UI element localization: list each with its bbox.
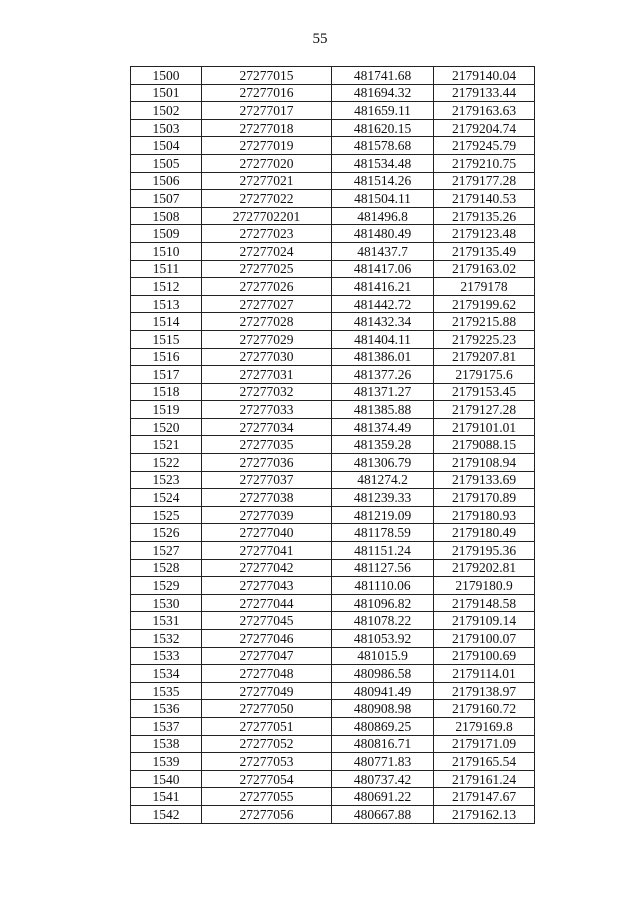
y-coordinate-cell: 2179100.07 <box>434 630 535 648</box>
table-row <box>131 506 535 524</box>
y-coordinate-cell: 2179101.01 <box>434 418 535 436</box>
point-number-cell: 1533 <box>131 647 202 665</box>
y-coordinate-cell: 2179169.8 <box>434 717 535 735</box>
table-row <box>131 119 535 137</box>
point-number-cell: 1510 <box>131 242 202 260</box>
y-coordinate-cell: 2179161.24 <box>434 770 535 788</box>
point-id-cell: 27277015 <box>202 67 332 85</box>
point-id-cell: 27277026 <box>202 278 332 296</box>
x-coordinate-cell: 481578.68 <box>332 137 434 155</box>
point-number-cell: 1512 <box>131 278 202 296</box>
table-row <box>131 207 535 225</box>
table-row <box>131 805 535 823</box>
point-id-cell: 27277029 <box>202 330 332 348</box>
y-coordinate-cell: 2179175.6 <box>434 366 535 384</box>
x-coordinate-cell: 481620.15 <box>332 119 434 137</box>
point-number-cell: 1536 <box>131 700 202 718</box>
point-number-cell: 1507 <box>131 190 202 208</box>
point-number-cell: 1520 <box>131 418 202 436</box>
y-coordinate-cell: 2179140.53 <box>434 190 535 208</box>
table-row <box>131 366 535 384</box>
x-coordinate-cell: 481015.9 <box>332 647 434 665</box>
table-row <box>131 647 535 665</box>
point-id-cell: 27277045 <box>202 612 332 630</box>
x-coordinate-cell: 481377.26 <box>332 366 434 384</box>
point-number-cell: 1509 <box>131 225 202 243</box>
point-id-cell: 27277038 <box>202 489 332 507</box>
x-coordinate-cell: 481514.26 <box>332 172 434 190</box>
y-coordinate-cell: 2179207.81 <box>434 348 535 366</box>
point-id-cell: 27277051 <box>202 717 332 735</box>
point-id-cell: 27277019 <box>202 137 332 155</box>
table-row <box>131 542 535 560</box>
point-number-cell: 1506 <box>131 172 202 190</box>
x-coordinate-cell: 480908.98 <box>332 700 434 718</box>
point-number-cell: 1537 <box>131 717 202 735</box>
x-coordinate-cell: 481437.7 <box>332 242 434 260</box>
x-coordinate-cell: 481239.33 <box>332 489 434 507</box>
point-number-cell: 1503 <box>131 119 202 137</box>
table-row <box>131 559 535 577</box>
table-row <box>131 577 535 595</box>
table-row <box>131 330 535 348</box>
y-coordinate-cell: 2179204.74 <box>434 119 535 137</box>
point-number-cell: 1525 <box>131 506 202 524</box>
x-coordinate-cell: 481096.82 <box>332 594 434 612</box>
y-coordinate-cell: 2179245.79 <box>434 137 535 155</box>
x-coordinate-cell: 480771.83 <box>332 753 434 771</box>
y-coordinate-cell: 2179135.26 <box>434 207 535 225</box>
table-row <box>131 735 535 753</box>
y-coordinate-cell: 2179088.15 <box>434 436 535 454</box>
point-number-cell: 1529 <box>131 577 202 595</box>
x-coordinate-cell: 480667.88 <box>332 805 434 823</box>
table-row <box>131 172 535 190</box>
table-row <box>131 348 535 366</box>
table-row <box>131 717 535 735</box>
y-coordinate-cell: 2179180.49 <box>434 524 535 542</box>
x-coordinate-cell: 481386.01 <box>332 348 434 366</box>
y-coordinate-cell: 2179165.54 <box>434 753 535 771</box>
point-id-cell: 27277016 <box>202 84 332 102</box>
table-row <box>131 436 535 454</box>
point-id-cell: 27277043 <box>202 577 332 595</box>
point-id-cell: 27277018 <box>202 119 332 137</box>
point-number-cell: 1508 <box>131 207 202 225</box>
point-id-cell: 27277035 <box>202 436 332 454</box>
y-coordinate-cell: 2179163.02 <box>434 260 535 278</box>
table-row <box>131 788 535 806</box>
table-row <box>131 154 535 172</box>
table-row <box>131 682 535 700</box>
point-id-cell: 27277055 <box>202 788 332 806</box>
point-number-cell: 1501 <box>131 84 202 102</box>
x-coordinate-cell: 481694.32 <box>332 84 434 102</box>
x-coordinate-cell: 481078.22 <box>332 612 434 630</box>
point-id-cell: 27277017 <box>202 102 332 120</box>
point-number-cell: 1538 <box>131 735 202 753</box>
point-number-cell: 1532 <box>131 630 202 648</box>
x-coordinate-cell: 481306.79 <box>332 454 434 472</box>
point-id-cell: 27277053 <box>202 753 332 771</box>
table-row <box>131 489 535 507</box>
point-id-cell: 27277025 <box>202 260 332 278</box>
x-coordinate-cell: 481404.11 <box>332 330 434 348</box>
point-id-cell: 27277023 <box>202 225 332 243</box>
page-number: 55 <box>312 31 328 47</box>
table-row <box>131 594 535 612</box>
y-coordinate-cell: 2179195.36 <box>434 542 535 560</box>
point-id-cell: 27277040 <box>202 524 332 542</box>
point-id-cell: 27277041 <box>202 542 332 560</box>
point-id-cell: 27277056 <box>202 805 332 823</box>
point-id-cell: 27277049 <box>202 682 332 700</box>
point-id-cell: 27277047 <box>202 647 332 665</box>
point-id-cell: 27277022 <box>202 190 332 208</box>
table-row <box>131 137 535 155</box>
point-number-cell: 1526 <box>131 524 202 542</box>
x-coordinate-cell: 481432.34 <box>332 313 434 331</box>
x-coordinate-cell: 480941.49 <box>332 682 434 700</box>
x-coordinate-cell: 480869.25 <box>332 717 434 735</box>
point-id-cell: 27277048 <box>202 665 332 683</box>
point-number-cell: 1540 <box>131 770 202 788</box>
x-coordinate-cell: 481534.48 <box>332 154 434 172</box>
table-row <box>131 190 535 208</box>
point-number-cell: 1515 <box>131 330 202 348</box>
point-number-cell: 1541 <box>131 788 202 806</box>
point-number-cell: 1500 <box>131 67 202 85</box>
table-row <box>131 84 535 102</box>
point-number-cell: 1505 <box>131 154 202 172</box>
table-row <box>131 471 535 489</box>
y-coordinate-cell: 2179163.63 <box>434 102 535 120</box>
point-number-cell: 1542 <box>131 805 202 823</box>
point-id-cell: 27277050 <box>202 700 332 718</box>
table-row <box>131 700 535 718</box>
x-coordinate-cell: 480986.58 <box>332 665 434 683</box>
point-id-cell: 27277034 <box>202 418 332 436</box>
table-row <box>131 665 535 683</box>
point-number-cell: 1502 <box>131 102 202 120</box>
point-id-cell: 27277037 <box>202 471 332 489</box>
x-coordinate-cell: 481659.11 <box>332 102 434 120</box>
point-id-cell: 27277033 <box>202 401 332 419</box>
coordinates-table <box>130 66 535 824</box>
x-coordinate-cell: 480691.22 <box>332 788 434 806</box>
point-id-cell: 27277054 <box>202 770 332 788</box>
table-row <box>131 753 535 771</box>
x-coordinate-cell: 481110.06 <box>332 577 434 595</box>
y-coordinate-cell: 2179123.48 <box>434 225 535 243</box>
x-coordinate-cell: 481374.49 <box>332 418 434 436</box>
y-coordinate-cell: 2179170.89 <box>434 489 535 507</box>
y-coordinate-cell: 2179202.81 <box>434 559 535 577</box>
y-coordinate-cell: 2179133.69 <box>434 471 535 489</box>
table-row <box>131 225 535 243</box>
y-coordinate-cell: 2179114.01 <box>434 665 535 683</box>
x-coordinate-cell: 481274.2 <box>332 471 434 489</box>
y-coordinate-cell: 2179178 <box>434 278 535 296</box>
point-id-cell: 27277030 <box>202 348 332 366</box>
table-row <box>131 770 535 788</box>
point-id-cell: 27277042 <box>202 559 332 577</box>
point-number-cell: 1518 <box>131 383 202 401</box>
table-row <box>131 524 535 542</box>
y-coordinate-cell: 2179162.13 <box>434 805 535 823</box>
point-id-cell: 27277052 <box>202 735 332 753</box>
point-number-cell: 1522 <box>131 454 202 472</box>
y-coordinate-cell: 2179171.09 <box>434 735 535 753</box>
point-number-cell: 1513 <box>131 295 202 313</box>
point-id-cell: 27277024 <box>202 242 332 260</box>
x-coordinate-cell: 481219.09 <box>332 506 434 524</box>
x-coordinate-cell: 481741.68 <box>332 67 434 85</box>
point-number-cell: 1530 <box>131 594 202 612</box>
y-coordinate-cell: 2179135.49 <box>434 242 535 260</box>
table-row <box>131 260 535 278</box>
y-coordinate-cell: 2179140.04 <box>434 67 535 85</box>
x-coordinate-cell: 481417.06 <box>332 260 434 278</box>
x-coordinate-cell: 481151.24 <box>332 542 434 560</box>
point-id-cell: 2727702201 <box>202 207 332 225</box>
point-number-cell: 1516 <box>131 348 202 366</box>
x-coordinate-cell: 481442.72 <box>332 295 434 313</box>
point-number-cell: 1527 <box>131 542 202 560</box>
point-id-cell: 27277032 <box>202 383 332 401</box>
table-row <box>131 630 535 648</box>
point-number-cell: 1514 <box>131 313 202 331</box>
y-coordinate-cell: 2179148.58 <box>434 594 535 612</box>
y-coordinate-cell: 2179180.9 <box>434 577 535 595</box>
table-row <box>131 67 535 85</box>
x-coordinate-cell: 480816.71 <box>332 735 434 753</box>
point-id-cell: 27277028 <box>202 313 332 331</box>
point-number-cell: 1534 <box>131 665 202 683</box>
x-coordinate-cell: 481359.28 <box>332 436 434 454</box>
table-row <box>131 242 535 260</box>
table-row <box>131 313 535 331</box>
table-row <box>131 401 535 419</box>
x-coordinate-cell: 481480.49 <box>332 225 434 243</box>
x-coordinate-cell: 481496.8 <box>332 207 434 225</box>
y-coordinate-cell: 2179225.23 <box>434 330 535 348</box>
point-id-cell: 27277031 <box>202 366 332 384</box>
point-number-cell: 1511 <box>131 260 202 278</box>
y-coordinate-cell: 2179180.93 <box>434 506 535 524</box>
x-coordinate-cell: 480737.42 <box>332 770 434 788</box>
point-number-cell: 1523 <box>131 471 202 489</box>
table-row <box>131 295 535 313</box>
y-coordinate-cell: 2179109.14 <box>434 612 535 630</box>
point-number-cell: 1521 <box>131 436 202 454</box>
x-coordinate-cell: 481385.88 <box>332 401 434 419</box>
y-coordinate-cell: 2179108.94 <box>434 454 535 472</box>
coordinates-table-body <box>131 67 535 824</box>
y-coordinate-cell: 2179100.69 <box>434 647 535 665</box>
point-id-cell: 27277039 <box>202 506 332 524</box>
point-id-cell: 27277027 <box>202 295 332 313</box>
x-coordinate-cell: 481416.21 <box>332 278 434 296</box>
y-coordinate-cell: 2179147.67 <box>434 788 535 806</box>
y-coordinate-cell: 2179210.75 <box>434 154 535 172</box>
table-row <box>131 383 535 401</box>
y-coordinate-cell: 2179138.97 <box>434 682 535 700</box>
x-coordinate-cell: 481053.92 <box>332 630 434 648</box>
y-coordinate-cell: 2179153.45 <box>434 383 535 401</box>
point-number-cell: 1504 <box>131 137 202 155</box>
y-coordinate-cell: 2179199.62 <box>434 295 535 313</box>
point-id-cell: 27277044 <box>202 594 332 612</box>
y-coordinate-cell: 2179133.44 <box>434 84 535 102</box>
point-number-cell: 1535 <box>131 682 202 700</box>
point-id-cell: 27277021 <box>202 172 332 190</box>
x-coordinate-cell: 481127.56 <box>332 559 434 577</box>
x-coordinate-cell: 481178.59 <box>332 524 434 542</box>
table-row <box>131 454 535 472</box>
table-row <box>131 418 535 436</box>
table-row <box>131 102 535 120</box>
point-number-cell: 1524 <box>131 489 202 507</box>
point-id-cell: 27277046 <box>202 630 332 648</box>
point-id-cell: 27277020 <box>202 154 332 172</box>
table-row <box>131 278 535 296</box>
y-coordinate-cell: 2179177.28 <box>434 172 535 190</box>
point-number-cell: 1539 <box>131 753 202 771</box>
x-coordinate-cell: 481504.11 <box>332 190 434 208</box>
point-number-cell: 1528 <box>131 559 202 577</box>
point-id-cell: 27277036 <box>202 454 332 472</box>
y-coordinate-cell: 2179127.28 <box>434 401 535 419</box>
y-coordinate-cell: 2179160.72 <box>434 700 535 718</box>
point-number-cell: 1531 <box>131 612 202 630</box>
x-coordinate-cell: 481371.27 <box>332 383 434 401</box>
point-number-cell: 1519 <box>131 401 202 419</box>
point-number-cell: 1517 <box>131 366 202 384</box>
table-row <box>131 612 535 630</box>
y-coordinate-cell: 2179215.88 <box>434 313 535 331</box>
